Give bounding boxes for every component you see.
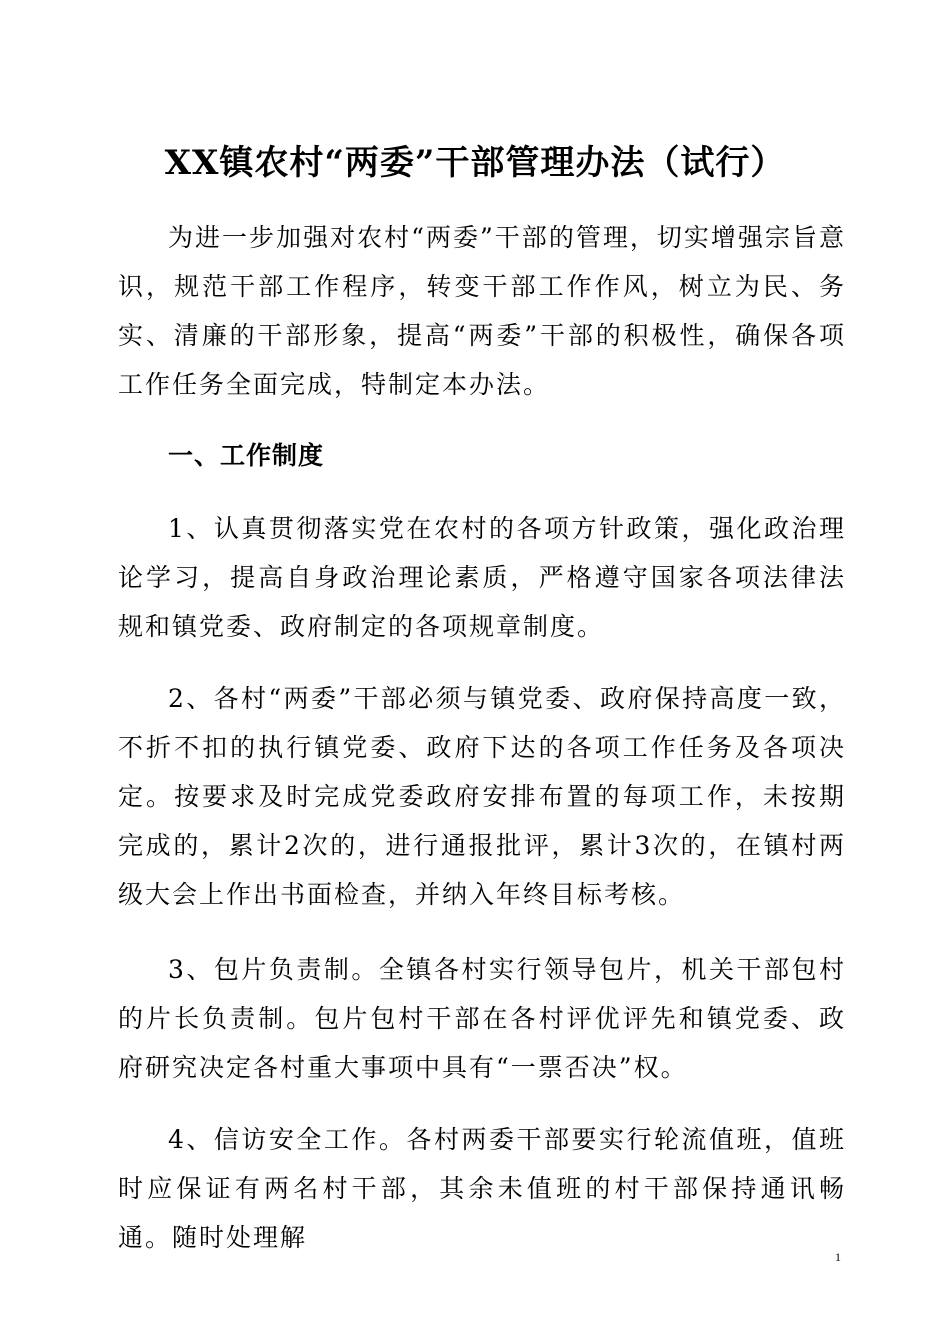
document-title: XX镇农村“两委”干部管理办法（试行）	[164, 143, 786, 183]
item-paragraph-1: 1、认真贯彻落实党在农村的各项方针政策，强化政治理论学习，提高自身政治理论素质，严格遵守国家各项法律法规和镇党委、政府制定的各项规章制度。	[118, 514, 846, 641]
section-heading: 一、工作制度	[168, 441, 325, 470]
item-paragraph-2: 2、各村“两委”干部必须与镇党委、政府保持高度一致，不折不扣的执行镇党委、政府下达的各项工作任务及各项决定。按要求及时完成党委政府安排布置的每项工作，未按期完成的，累计2次的，进行通报批评，累计3次的，在镇村两级大会上作出书面检查，并纳入年终目标考核。	[118, 684, 846, 909]
page-number: 1	[835, 1250, 841, 1264]
item-paragraph-4: 4、信访安全工作。各村两委干部要实行轮流值班，值班时应保证有两名村干部，其余未值班的村干部保持通讯畅通。随时处理解	[118, 1125, 846, 1252]
intro-paragraph: 为进一步加强对农村“两委”干部的管理，切实增强宗旨意识，规范干部工作程序，转变干部工作作风，树立为民、务实、清廉的干部形象，提高“两委”干部的积极性，确保各项工作任务全面完成，特制定本办法。	[118, 223, 846, 399]
item-paragraph-3: 3、包片负责制。全镇各村实行领导包片，机关干部包村的片长负责制。包片包村干部在各村评优评先和镇党委、政府研究决定各村重大事项中具有“一票否决”权。	[118, 955, 846, 1082]
